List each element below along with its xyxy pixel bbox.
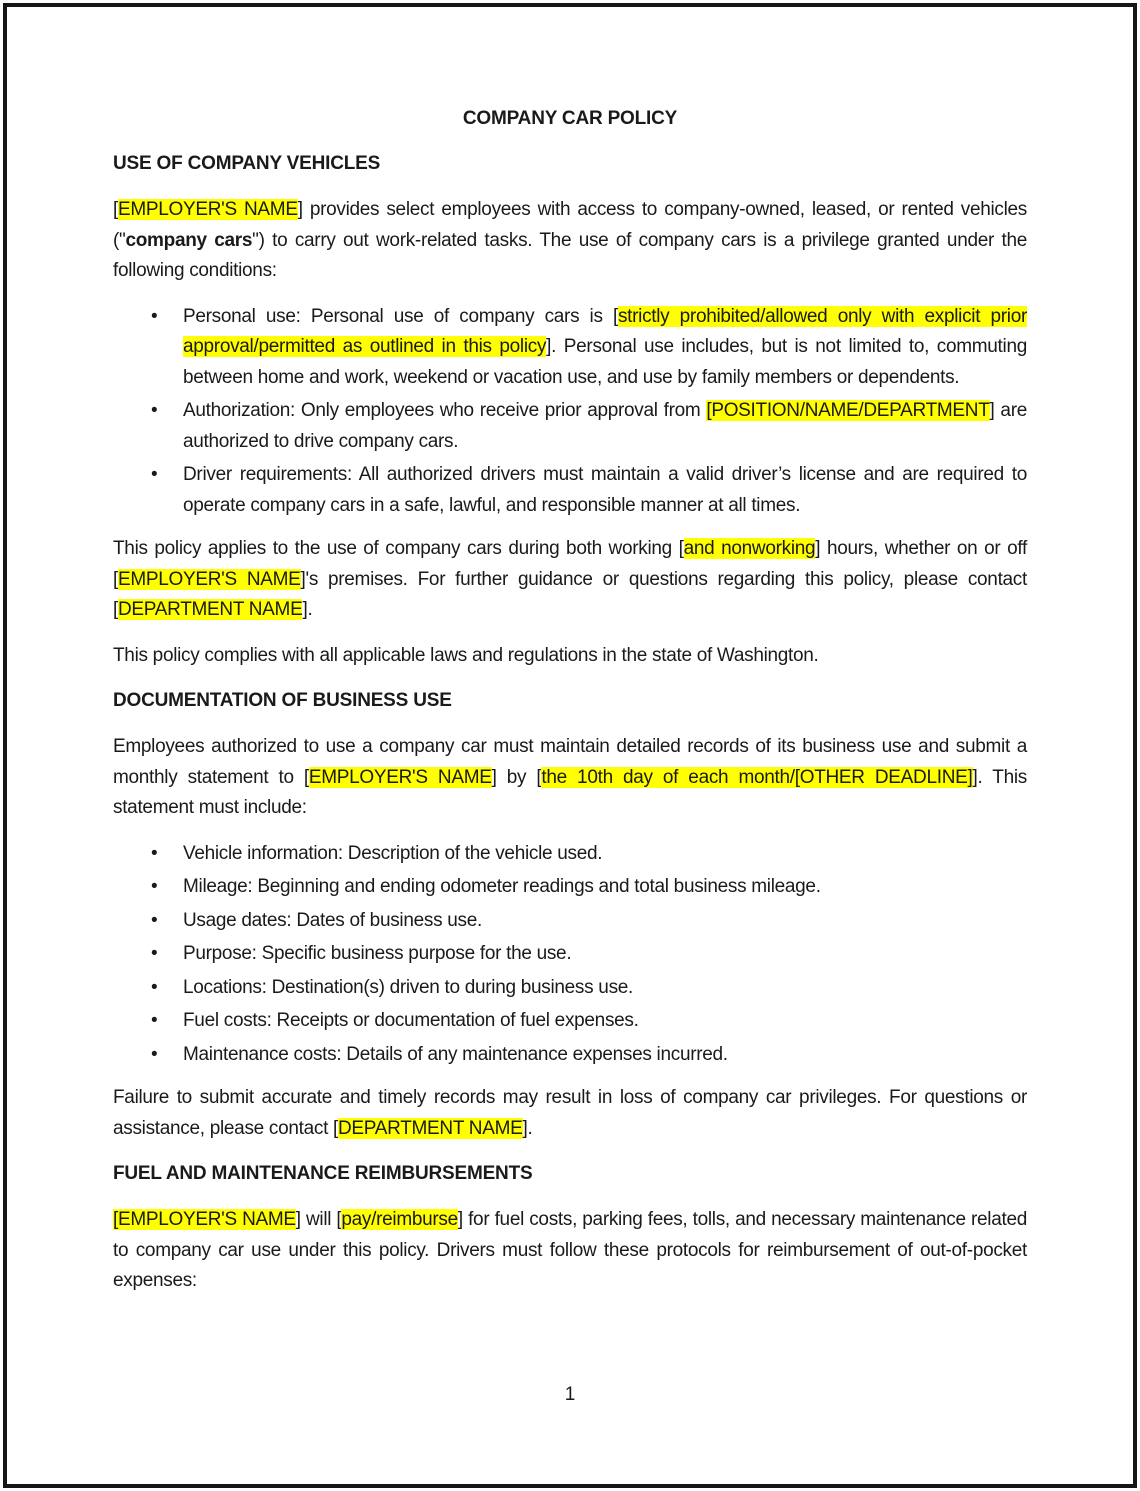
text-run: ] are authorized to drive company cars. [183, 400, 1027, 452]
text-run: ]. Personal use includes, but is not limited to, commuting between home and work, weekend or vacation use, and use by family members or dependents. [183, 336, 1027, 388]
bullet-marker-icon: • [151, 1043, 158, 1065]
text-run: ") to carry out work-related tasks. The use of company cars is a privilege granted under the following conditions: [113, 229, 1028, 281]
bullet-item [113, 839, 1027, 870]
bullet-item [113, 302, 1027, 394]
text-run: Mileage: Beginning and ending odometer readings and total business mileage. [183, 876, 821, 897]
paragraph [113, 534, 1027, 626]
paragraph [113, 732, 1027, 824]
text-run: ]. [522, 1117, 533, 1139]
text-run: Vehicle information: Description of the vehicle used. [183, 842, 603, 864]
bold-text: company cars [125, 229, 253, 251]
highlighted-text: [EMPLOYER'S NAME [113, 1209, 296, 1230]
text-run: Locations: Destination(s) driven to during business use. [183, 976, 634, 998]
highlighted-text: DEPARTMENT NAME [338, 1117, 523, 1139]
bullet-item [113, 906, 1027, 937]
paragraph [113, 1205, 1027, 1297]
text-run: This policy applies to the use of company cars during both working [ [113, 538, 684, 559]
paragraph [113, 195, 1027, 287]
bullet-marker-icon: • [151, 976, 158, 998]
highlighted-text: [POSITION/NAME/DEPARTMENT [706, 400, 990, 421]
bullet-item [113, 396, 1027, 457]
text-run: ]. [302, 599, 313, 620]
text-run: Driver requirements: All authorized drivers must maintain a valid driver’s license and are required to operate company cars in a safe, lawful, and responsible manner at all times. [183, 464, 1027, 516]
bullet-marker-icon: • [151, 842, 158, 864]
bullet-marker-icon: • [151, 1010, 158, 1031]
text-run: ] for fuel costs, parking fees, tolls, and necessary maintenance related to company car use under this policy. Drivers must follow these protocols for reimbursement of out-of-pocket expenses: [113, 1209, 1027, 1291]
bullet-item [113, 460, 1027, 521]
bullet-item [113, 1040, 1027, 1071]
bullet-item [113, 939, 1027, 970]
section-heading: DOCUMENTATION OF BUSINESS USE [113, 690, 452, 711]
document-blocks [113, 149, 1027, 1297]
text-run: Purpose: Specific business purpose for the use. [183, 943, 572, 964]
text-run: Authorization: Only employees who receive prior approval from [183, 400, 707, 421]
document-title: COMPANY CAR POLICY [462, 108, 678, 129]
bullet-marker-icon: • [151, 909, 158, 931]
bullet-marker-icon: • [151, 400, 158, 421]
text-run: Personal use: Personal use of company cars is [ [183, 305, 618, 327]
highlighted-text: pay/reimburse [341, 1209, 458, 1230]
section-heading: USE OF COMPANY VEHICLES [113, 153, 381, 174]
text-run: ] provides select employees with access to company-owned, leased, or rented vehicles (" [113, 199, 1027, 251]
bullet-marker-icon: • [151, 305, 158, 327]
highlighted-text: EMPLOYER'S NAME [117, 568, 301, 590]
highlighted-text: EMPLOYER'S NAME [117, 199, 298, 220]
text-run: Maintenance costs: Details of any maintenance expenses incurred. [183, 1043, 728, 1065]
section-heading: FUEL AND MAINTENANCE REIMBURSEMENTS [113, 1163, 533, 1184]
highlighted-text: strictly prohibited/allowed only with explicit prior approval/permitted as outlined in this policy [183, 305, 1027, 357]
bullet-marker-icon: • [151, 876, 158, 897]
bullet-marker-icon: • [151, 464, 158, 485]
paragraph [113, 1083, 1027, 1144]
text-run: ]'s premises. For further guidance or questions regarding this policy, please contact [ [113, 568, 1027, 620]
text-run: ]. This statement must include: [113, 766, 1027, 818]
highlighted-text: the 10th day of each month/[OTHER DEADLINE] [541, 766, 973, 788]
text-run: ] by [ [491, 766, 542, 788]
text-run: This policy complies with all applicable laws and regulations in the state of Washington. [113, 644, 819, 666]
paragraph [113, 641, 1027, 672]
highlighted-text: DEPARTMENT NAME [117, 599, 303, 620]
text-run: [ [113, 199, 118, 220]
bullet-list [113, 302, 1027, 522]
text-run: Failure to submit accurate and timely records may result in loss of company car privileges. For questions or assistance, please contact [ [113, 1087, 1027, 1139]
highlighted-text: EMPLOYER'S NAME [308, 766, 492, 788]
bullet-item [113, 872, 1027, 903]
bullet-list [113, 839, 1027, 1071]
bullet-item [113, 973, 1027, 1004]
text-run: ] hours, whether on or off [ [113, 538, 1028, 590]
text-run: Fuel costs: Receipts or documentation of fuel expenses. [183, 1010, 639, 1031]
highlighted-text: and nonworking [683, 538, 816, 559]
text-run: Usage dates: Dates of business use. [183, 909, 482, 931]
text-run: ] will [ [295, 1209, 342, 1230]
page-number: 1 [564, 1384, 576, 1405]
text-run: Employees authorized to use a company car must maintain detailed records of its business use and submit a monthly statement to [ [113, 736, 1027, 788]
bullet-item [113, 1006, 1027, 1037]
bullet-marker-icon: • [151, 943, 158, 964]
